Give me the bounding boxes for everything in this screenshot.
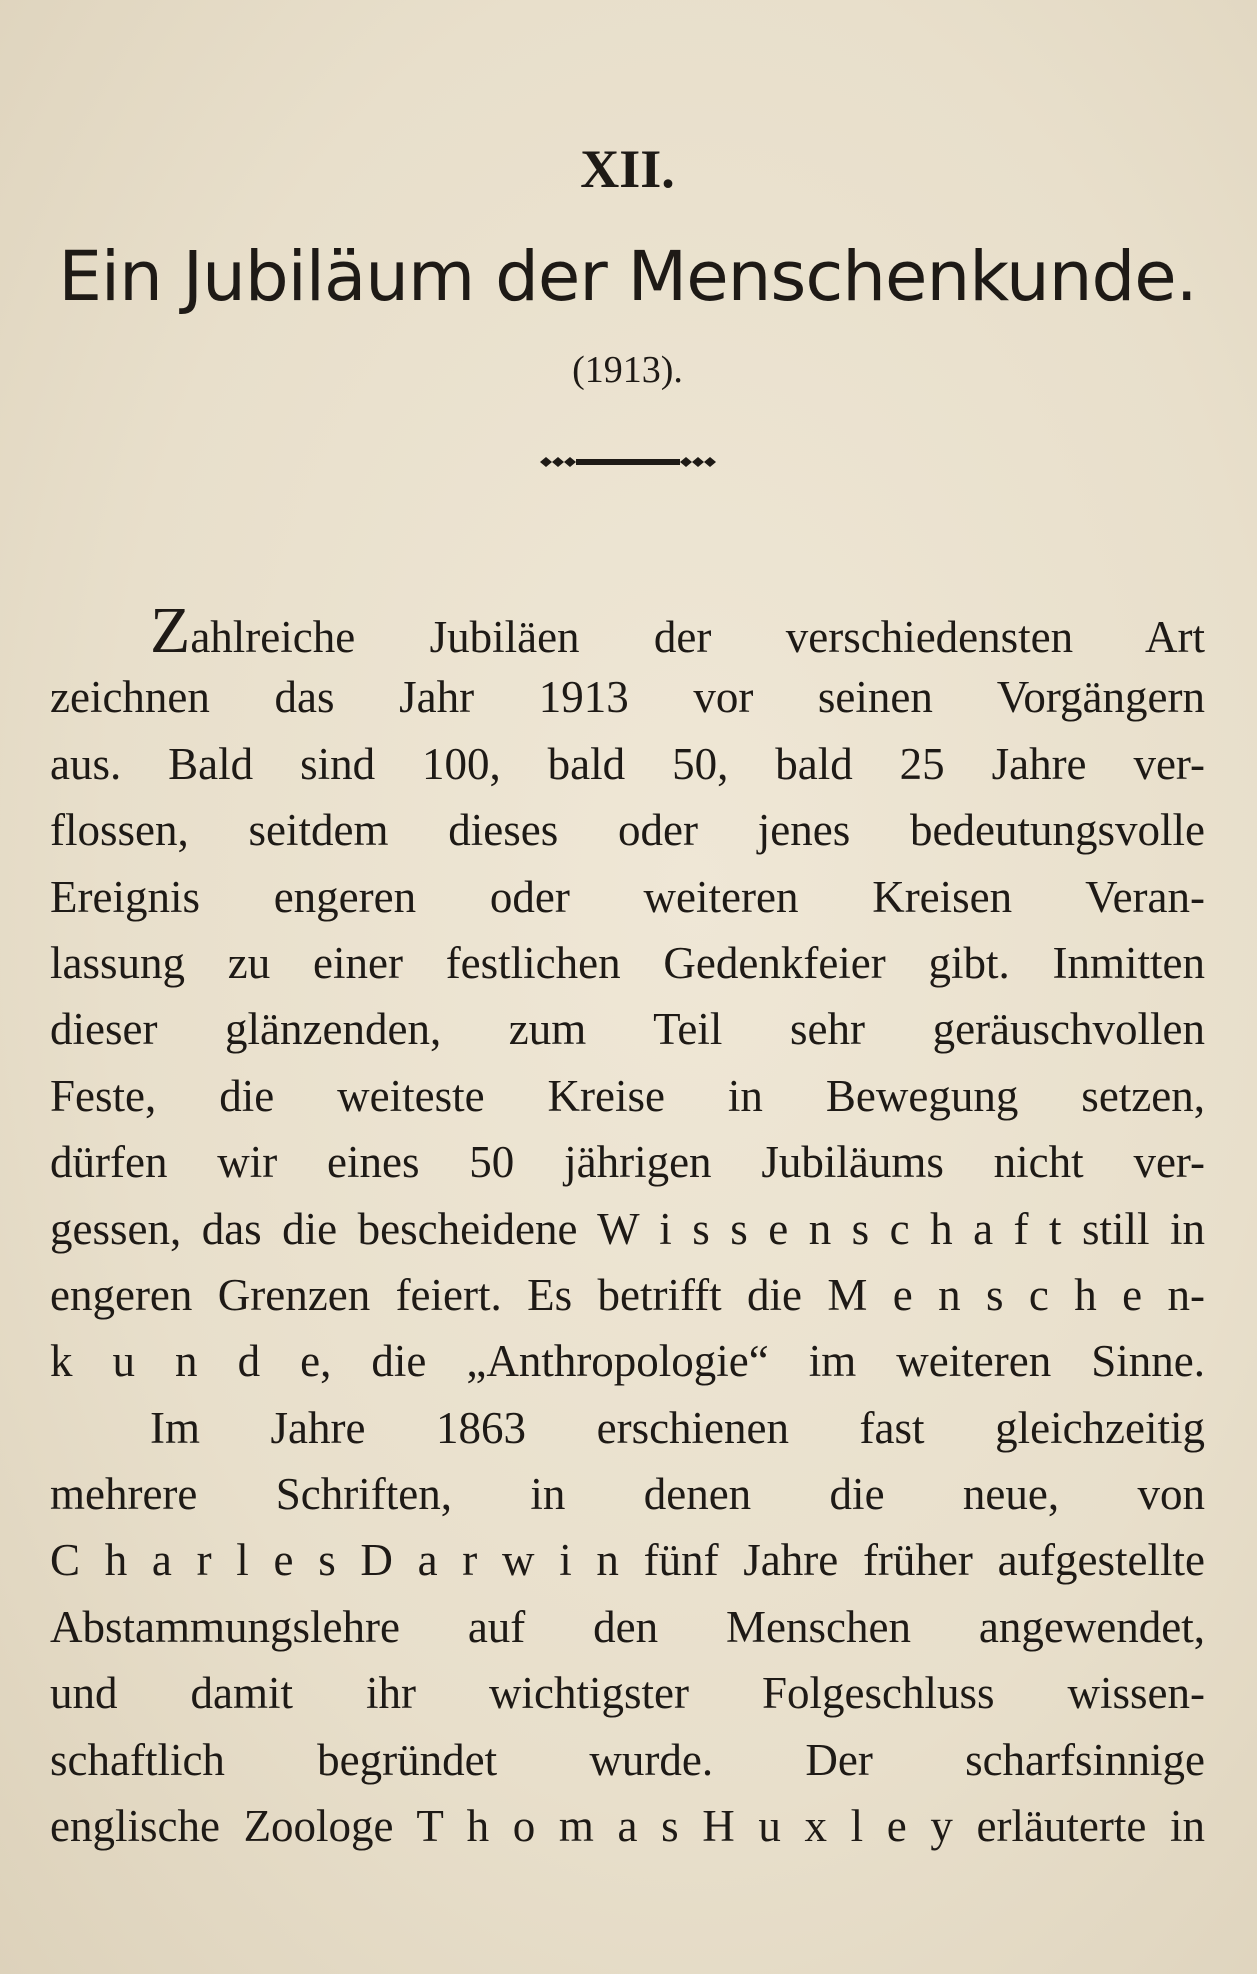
paragraph-1: [50, 594, 1205, 1395]
body-text: [50, 594, 1205, 1859]
text-line: flossen, seitdem dieses oder jenes bedeutungsvolle: [50, 805, 1205, 856]
text-line: Feste, die weiteste Kreise in Bewegung setzen,: [50, 1070, 1205, 1121]
text-line: mehrere Schriften, in denen die neue, von: [50, 1469, 1205, 1520]
chapter-title: Ein Jubiläum der Menschenkunde.: [58, 237, 1197, 317]
text-line: k u n d e, die „Anthropologie“ im weiteren Sinne.: [50, 1336, 1205, 1387]
chapter-year: (1913).: [572, 349, 683, 391]
text-line: zeichnen das Jahr 1913 vor seinen Vorgängern: [50, 672, 1205, 723]
text-line: gessen, das die bescheidene W i s s e n s c h a f t still in: [50, 1203, 1205, 1254]
text-line: und damit ihr wichtigster Folgeschluss wissen-: [50, 1668, 1205, 1719]
paragraph-2: [50, 1395, 1205, 1860]
text-line: dieser glänzenden, zum Teil sehr geräuschvollen: [50, 1004, 1205, 1055]
chapter-number: XII.: [580, 139, 675, 199]
text-line: lassung zu einer festlichen Gedenkfeier gibt. Inmitten: [50, 937, 1205, 988]
text-line: Ereignis engeren oder weiteren Kreisen Veran-: [50, 871, 1205, 922]
drop-cap: Z: [150, 594, 191, 667]
text-line: aus. Bald sind 100, bald 50, bald 25 Jahre ver-: [50, 738, 1205, 789]
text-line: schaftlich begründet wurde. Der scharfsinnige: [50, 1734, 1205, 1785]
text-line: C h a r l e s D a r w i n fünf Jahre früher aufgestellte: [50, 1535, 1205, 1586]
ornamental-rule-icon: [50, 450, 1205, 474]
text-line: engeren Grenzen feiert. Es betrifft die M e n s c h e n-: [50, 1269, 1205, 1320]
text-line: Zahlreiche Jubiläen der verschiedensten Art: [150, 594, 1205, 667]
text-line: Im Jahre 1863 erschienen fast gleichzeitig: [150, 1402, 1205, 1453]
text-line: Abstammungslehre auf den Menschen angewendet,: [50, 1601, 1205, 1652]
text-line: englische Zoologe T h o m a s H u x l e y erläuterte in: [50, 1801, 1205, 1852]
text-line: dürfen wir eines 50 jährigen Jubiläums nicht ver-: [50, 1137, 1205, 1188]
